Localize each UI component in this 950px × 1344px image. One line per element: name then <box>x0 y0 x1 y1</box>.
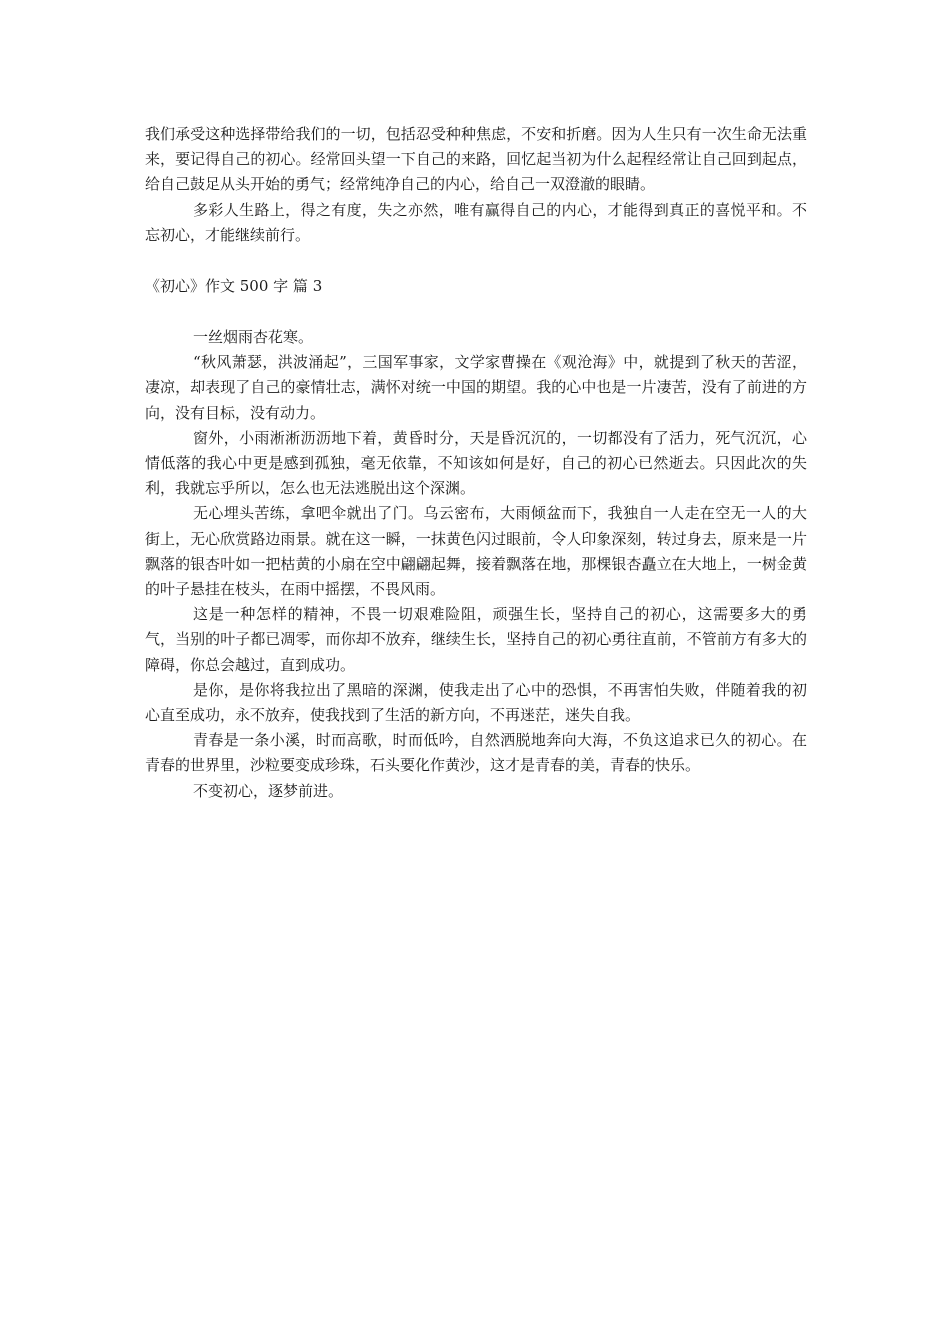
paragraph: 一丝烟雨杏花寒。 <box>193 328 314 347</box>
paragraph: 窗外，小雨淅淅沥沥地下着，黄昏时分，天是昏沉沉的，一切都没有了活力，死气沉沉，心情低落的我心中更是感到孤独，毫无依靠，不知该如何是好，自己的初心已然逝去。只因此次的失利，我就忘乎所以，怎么也无法逃脱出这个深渊。 <box>145 428 807 498</box>
paragraph: 这是一种怎样的精神，不畏一切艰难险阻，顽强生长，坚持自己的初心，这需要多大的勇气，当别的叶子都已凋零，而你却不放弃，继续生长，坚持自己的初心勇往直前，不管前方有多大的障碍，你总会越过，直到成功。 <box>145 605 807 674</box>
paragraph: 青春是一条小溪，时而高歌，时而低吟，自然洒脱地奔向大海，不负这追求已久的初心。在青春的世界里，沙粒要变成珍珠，石头要化作黄沙，这才是青春的美，青春的快乐。 <box>145 731 807 775</box>
paragraph: “秋风萧瑟，洪波涌起”，三国军事家，文学家曹操在《观沧海》中，就提到了秋天的苦涩，凄凉，却表现了自己的豪情壮志，满怀对统一中国的期望。我的心中也是一片凄苦，没有了前进的方向，没有目标，没有动力。 <box>145 353 807 422</box>
paragraph: 是你，是你将我拉出了黑暗的深渊，使我走出了心中的恐惧，不再害怕失败，伴随着我的初心直至成功，永不放弃，使我找到了生活的新方向，不再迷茫，迷失自我。 <box>145 680 807 725</box>
section-title: 《初心》作文 500 字 篇 3 <box>145 277 323 296</box>
paragraph: 不变初心，逐梦前进。 <box>193 781 344 800</box>
paragraph: 多彩人生路上，得之有度，失之亦然，唯有赢得自己的内心，才能得到真正的喜悦平和。不忘初心，才能继续前行。 <box>145 200 807 244</box>
document-page <box>145 122 807 804</box>
paragraph: 我们承受这种选择带给我们的一切，包括忍受种种焦虑，不安和折磨。因为人生只有一次生命无法重来，要记得自己的初心。经常回头望一下自己的来路，回忆起当初为什么起程经常让自己回到起点，给自己鼓足从头开始的勇气；经常纯净自己的内心，给自己一双澄澈的眼睛。 <box>145 125 807 194</box>
paragraph: 无心埋头苦练，拿吧伞就出了门。乌云密布，大雨倾盆而下，我独自一人走在空无一人的大街上，无心欣赏路边雨景。就在这一瞬，一抹黄色闪过眼前，令人印象深刻，转过身去，原来是一片飘落的银杏叶如一把枯黄的小扇在空中翩翩起舞，接着飘落在地，那棵银杏矗立在大地上，一树金黄的叶子悬挂在枝头，在雨中摇摆，不畏风雨。 <box>145 504 807 599</box>
